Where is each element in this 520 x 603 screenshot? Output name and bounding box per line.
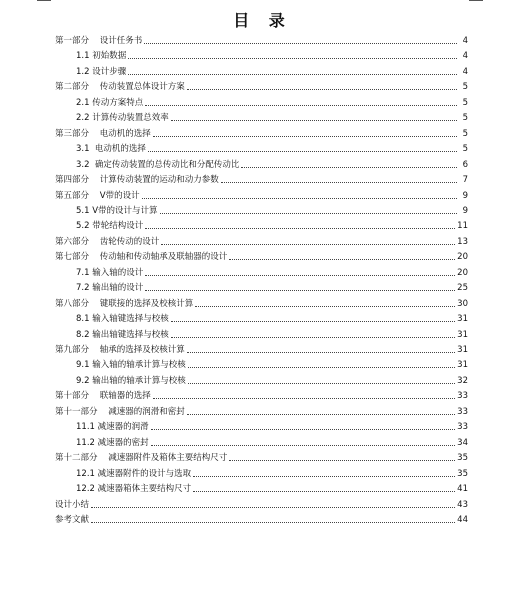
dot-leader: [195, 306, 455, 307]
toc-subentry[interactable]: [76, 217, 468, 231]
toc-entry[interactable]: [55, 511, 468, 525]
toc-entry-title: 3.2 确定传动装置的总传动比和分配传动比: [76, 159, 240, 170]
toc-entry-title: 7.2 输出轴的设计: [76, 283, 144, 294]
toc-subentry[interactable]: [76, 418, 468, 432]
toc-page-number: 25: [457, 283, 468, 294]
toc-subentry[interactable]: [76, 140, 468, 154]
toc-subentry[interactable]: [76, 326, 468, 340]
toc-page-number: 33: [457, 391, 468, 402]
dot-leader: [145, 228, 455, 229]
toc-entry-title: 第四部分 计算传动装置的运动和动力参数: [55, 175, 219, 186]
toc-page-number: 34: [457, 437, 468, 448]
toc-page-number: 5: [462, 144, 468, 155]
dot-leader: [171, 337, 455, 338]
toc-page-number: 20: [457, 267, 468, 278]
toc-entry-title: 2.1 传动方案特点: [76, 97, 144, 108]
dot-leader: [128, 58, 457, 59]
toc-page-number: 5: [462, 113, 468, 124]
toc-subentry[interactable]: [76, 465, 468, 479]
dot-leader: [142, 198, 457, 199]
toc-page-number: 35: [457, 468, 468, 479]
dot-leader: [91, 522, 455, 523]
toc-entry[interactable]: [55, 387, 468, 401]
toc-page-number: 6: [462, 159, 468, 170]
toc-entry-title: 第八部分 键联接的选择及校核计算: [55, 298, 194, 309]
toc-entry-title: 12.2 减速器箱体主要结构尺寸: [76, 484, 192, 495]
toc-entry-title: 第三部分 电动机的选择: [55, 128, 151, 139]
toc-entry[interactable]: [55, 125, 468, 139]
toc-page-number: 5: [462, 128, 468, 139]
dot-leader: [229, 460, 455, 461]
toc-page-number: 5: [462, 97, 468, 108]
dot-leader: [151, 445, 456, 446]
toc-page-number: 33: [457, 422, 468, 433]
toc-page-number: 31: [457, 345, 468, 355]
dot-leader: [161, 244, 455, 245]
toc-entry[interactable]: [55, 32, 468, 46]
dot-leader: [145, 275, 455, 276]
toc-entry-title: 第九部分 轴承的选择及校核计算: [55, 345, 185, 355]
toc-entry-title: 11.2 减速器的密封: [76, 437, 149, 448]
toc-entry-title: 第十二部分 减速器附件及箱体主要结构尺寸: [55, 453, 228, 464]
toc-entry[interactable]: [55, 449, 468, 463]
toc-page-number: 9: [462, 205, 468, 216]
dot-leader: [153, 136, 457, 137]
toc-entry-title: 9.1 输入轴的轴承计算与校核: [76, 360, 186, 371]
toc-entry-title: 5.2 带轮结构设计: [76, 221, 144, 232]
dot-leader: [187, 352, 455, 353]
toc-subentry[interactable]: [76, 47, 468, 61]
dot-leader: [160, 213, 457, 214]
toc-page-number: 4: [462, 66, 468, 77]
toc-subentry[interactable]: [76, 356, 468, 370]
toc-entry[interactable]: [55, 248, 468, 262]
toc-entry-title: 第六部分 齿轮传动的设计: [55, 236, 160, 247]
toc-page-number: 4: [462, 36, 468, 46]
toc-page-number: 33: [457, 406, 468, 417]
dot-leader: [151, 429, 456, 430]
toc-page-number: 30: [457, 298, 468, 309]
toc-entry[interactable]: [55, 171, 468, 185]
dot-leader: [193, 476, 455, 477]
toc-page-number: 43: [457, 499, 468, 510]
toc-entry-title: 第十部分 联轴器的选择: [55, 391, 151, 402]
dot-leader: [193, 491, 455, 492]
toc-subentry[interactable]: [76, 94, 468, 108]
toc-page-number: 35: [457, 453, 468, 464]
toc-entry[interactable]: [55, 295, 468, 309]
dot-leader: [148, 151, 457, 152]
dot-leader: [187, 414, 455, 415]
toc-page-number: 41: [457, 484, 468, 495]
dot-leader: [241, 167, 457, 168]
dot-leader: [153, 398, 455, 399]
dot-leader: [171, 120, 457, 121]
toc-subentry[interactable]: [76, 156, 468, 170]
dot-leader: [144, 43, 457, 44]
toc-entry-title: 1.2 设计步骤: [76, 66, 127, 77]
toc-subentry[interactable]: [76, 264, 468, 278]
toc-entry-title: 5.1 V带的设计与计算: [76, 205, 158, 216]
toc-page-number: 13: [457, 236, 468, 247]
toc-page-number: 4: [462, 51, 468, 62]
toc-subentry[interactable]: [76, 434, 468, 448]
toc-entry[interactable]: [55, 78, 468, 92]
toc-page-number: 32: [457, 375, 468, 386]
dot-leader: [145, 105, 457, 106]
toc-entry-title: 8.1 输入轴键选择与校核: [76, 314, 169, 325]
toc-entry-title: 11.1 减速器的润滑: [76, 422, 149, 433]
toc-entry[interactable]: [55, 233, 468, 247]
toc-page-number: 7: [462, 175, 468, 186]
dot-leader: [187, 89, 457, 90]
toc-entry-title: 3.1 电动机的选择: [76, 144, 146, 155]
toc-subentry[interactable]: [76, 480, 468, 494]
toc-entry[interactable]: [55, 403, 468, 417]
toc-page-number: 9: [462, 190, 468, 201]
toc-subentry[interactable]: [76, 109, 468, 123]
toc-subentry[interactable]: [76, 279, 468, 293]
toc-entry[interactable]: [55, 496, 468, 510]
toc-entry-title: 1.1 初始数据: [76, 51, 127, 62]
dot-leader: [221, 182, 457, 183]
toc-subentry[interactable]: [76, 310, 468, 324]
toc-entry[interactable]: [55, 341, 468, 355]
toc-entry-title: 9.2 输出轴的轴承计算与校核: [76, 375, 186, 386]
toc-page-number: 31: [457, 314, 468, 325]
toc-entry-title: 第七部分 传动轴和传动轴承及联轴器的设计: [55, 252, 228, 263]
toc-page-number: 20: [457, 252, 468, 263]
dot-leader: [128, 74, 457, 75]
dot-leader: [91, 507, 455, 508]
toc-entry-title: 7.1 输入轴的设计: [76, 267, 144, 278]
dot-leader: [171, 321, 455, 322]
toc-subentry[interactable]: [76, 63, 468, 77]
toc-page-number: 31: [457, 329, 468, 340]
dot-leader: [188, 383, 455, 384]
toc-entry-title: 设计小结: [55, 499, 90, 510]
toc-subentry[interactable]: [76, 372, 468, 386]
toc-page-number: 5: [462, 82, 468, 93]
toc-entry-title: 2.2 计算传动装置总效率: [76, 113, 169, 124]
toc-entry-title: 8.2 输出轴键选择与校核: [76, 329, 169, 340]
toc-entry-title: 第一部分 设计任务书: [55, 36, 143, 46]
page-title: 目 录: [233, 11, 287, 30]
toc-entry-title: 12.1 减速器附件的设计与选取: [76, 468, 192, 479]
toc-subentry[interactable]: [76, 202, 468, 216]
toc-entry-title: 第十一部分 减速器的润滑和密封: [55, 406, 185, 417]
dot-leader: [229, 259, 455, 260]
toc-entry-title: 第五部分 V带的设计: [55, 190, 140, 201]
dot-leader: [145, 290, 455, 291]
toc-entry-title: 第二部分 传动装置总体设计方案: [55, 82, 185, 93]
dot-leader: [188, 367, 455, 368]
toc-page-number: 44: [457, 514, 468, 525]
toc-page-number: 31: [457, 360, 468, 371]
toc-page-number: 11: [457, 221, 468, 232]
toc-entry-title: 参考文献: [55, 514, 90, 525]
toc-entry[interactable]: [55, 187, 468, 201]
